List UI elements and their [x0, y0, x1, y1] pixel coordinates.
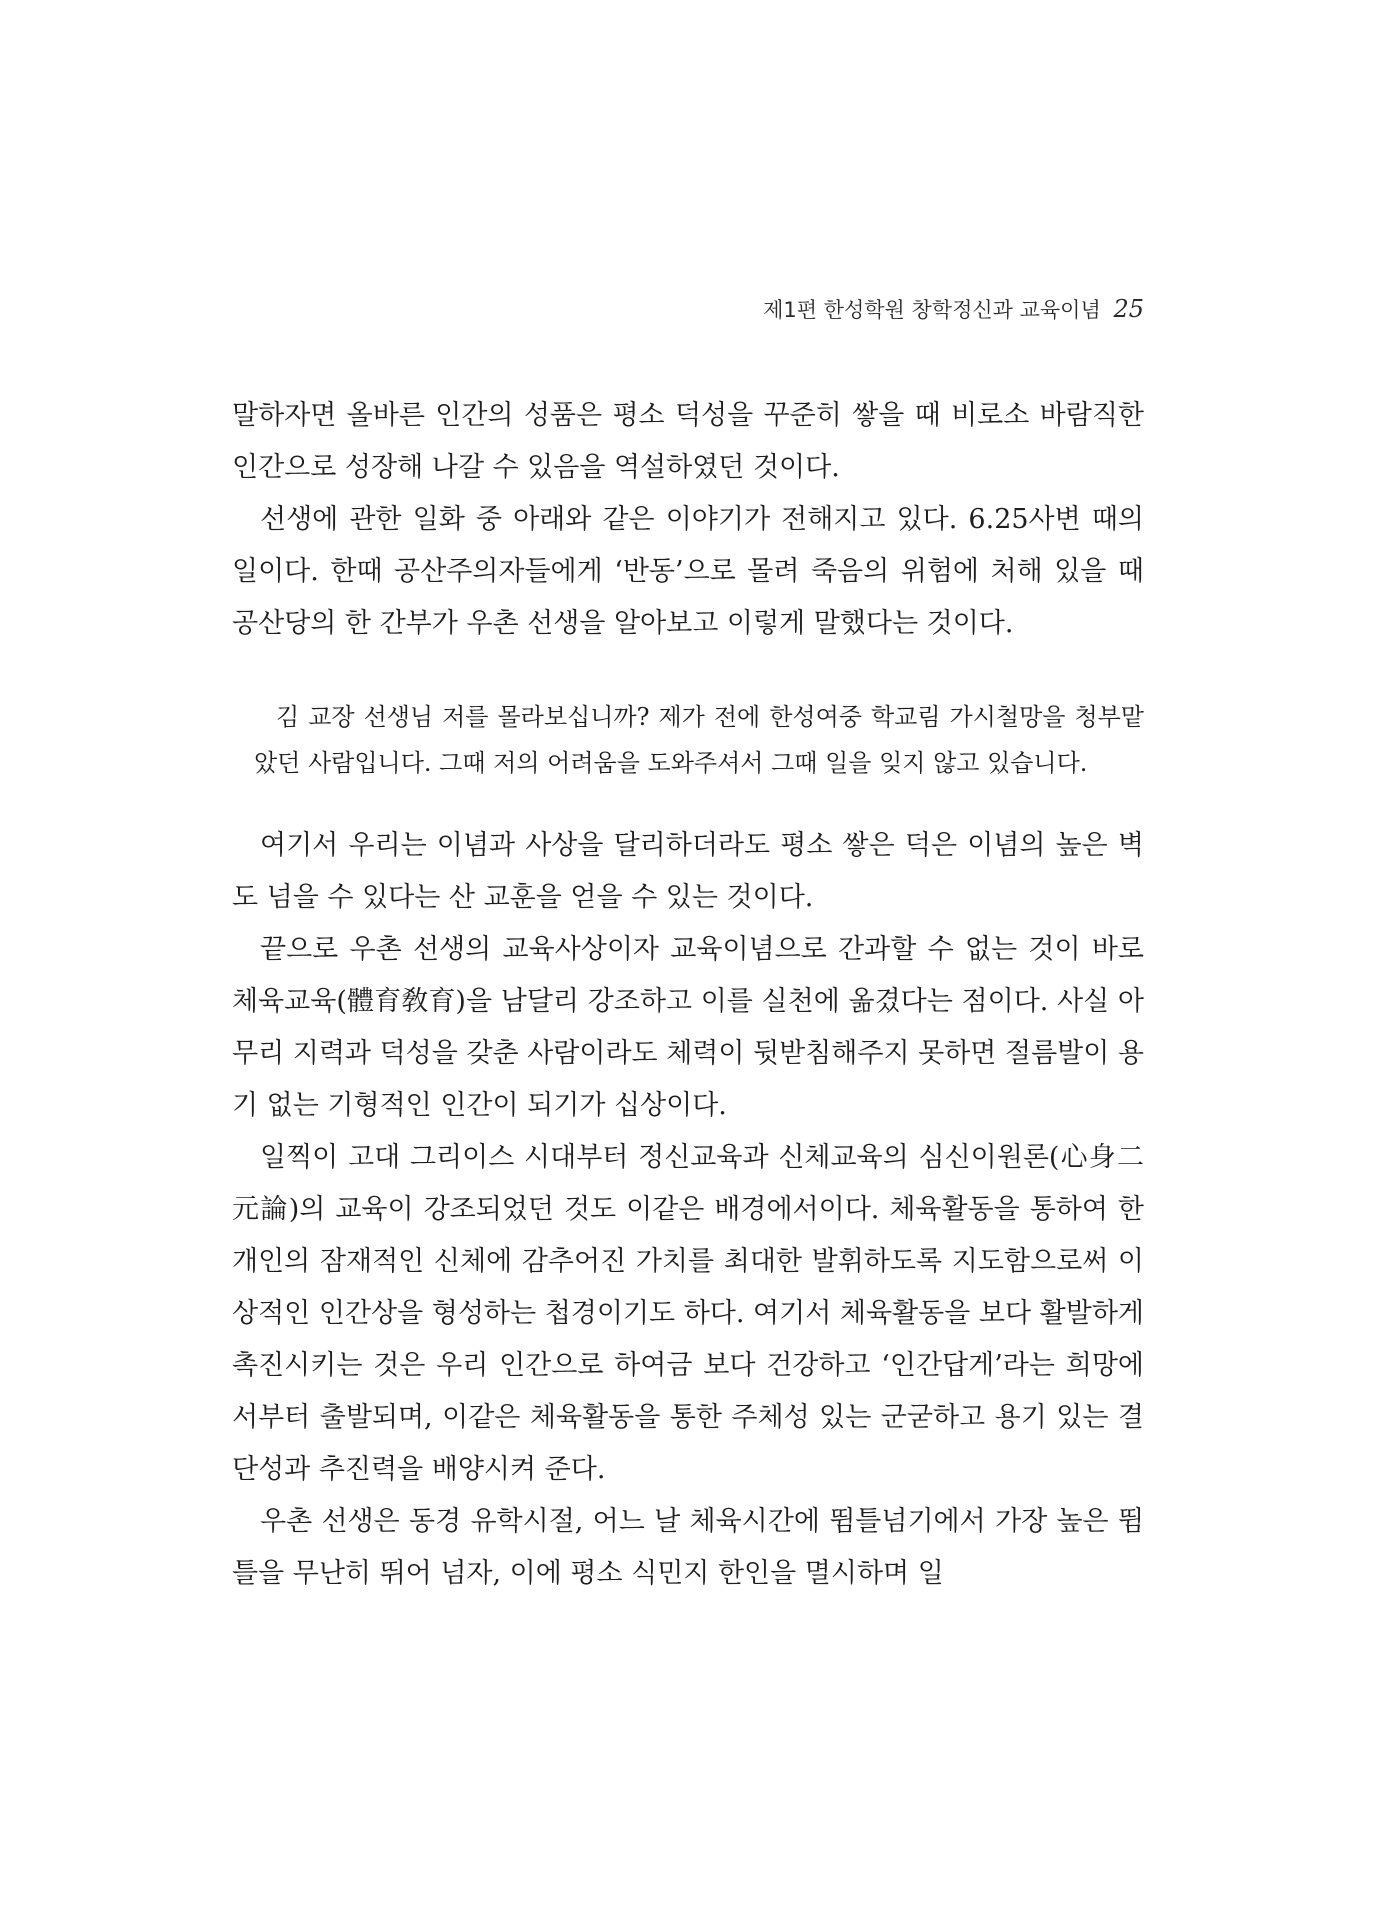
- paragraph: 선생에 관한 일화 중 아래와 같은 이야기가 전해지고 있다. 6.25사변 때의 일이다. 한때 공산주의자들에게 ‘반동’으로 몰려 죽음의 위험에 처해 있을 때 공산당의 한 간부가 우촌 선생을 알아보고 이렇게 말했다는 것이다.: [232, 504, 1144, 639]
- paragraph: 여기서 우리는 이념과 사상을 달리하더라도 평소 쌓은 덕은 이념의 높은 벽도 넘을 수 있다는 산 교훈을 얻을 수 있는 것이다.: [232, 830, 1144, 913]
- page-number: 25: [1113, 295, 1144, 323]
- section-title: 제1편 한성학원 창학정신과 교육이념: [763, 298, 1101, 322]
- body-text: [232, 390, 1144, 1600]
- paragraph: 끝으로 우촌 선생의 교육사상이자 교육이념으로 간과할 수 없는 것이 바로 체육교육(體育敎育)을 남달리 강조하고 이를 실천에 옮겼다는 점이다. 사실 아무리 지력과 덕성을 갖춘 사람이라도 체력이 뒷받침해주지 못하면 절름발이 용기 없는 기형적인 인간이 되기가 십상이다.: [232, 934, 1144, 1121]
- paragraph: 우촌 선생은 동경 유학시절, 어느 날 체육시간에 뜀틀넘기에서 가장 높은 뜀틀을 무난히 뛰어 넘자, 이에 평소 식민지 한인을 멸시하며 일: [232, 1506, 1144, 1589]
- block-quote: 김 교장 선생님 저를 몰라보십니까? 제가 전에 한성여중 학교림 가시철망을 청부맡았던 사람입니다. 그때 저의 어려움을 도와주셔서 그때 일을 잊지 않고 있습니다.: [254, 703, 1144, 777]
- paragraph: 말하자면 올바른 인간의 성품은 평소 덕성을 꾸준히 쌓을 때 비로소 바람직한 인간으로 성장해 나갈 수 있음을 역설하였던 것이다.: [232, 400, 1144, 483]
- paragraph: 일찍이 고대 그리이스 시대부터 정신교육과 신체교육의 심신이원론(心身二元論)의 교육이 강조되었던 것도 이같은 배경에서이다. 체육활동을 통하여 한 개인의 잠재적인 신체에 감추어진 가치를 최대한 발휘하도록 지도함으로써 이상적인 인간상을 형성하는 첩경이기도 하다. 여기서 체육활동을 보다 활발하게 촉진시키는 것은 우리 인간으로 하여금 보다 건강하고 ‘인간답게’라는 희망에서부터 출발되며, 이같은 체육활동을 통한 주체성 있는 군굳하고 용기 있는 결단성과 추진력을 배양시켜 준다.: [232, 1142, 1144, 1485]
- running-header: [232, 294, 1144, 324]
